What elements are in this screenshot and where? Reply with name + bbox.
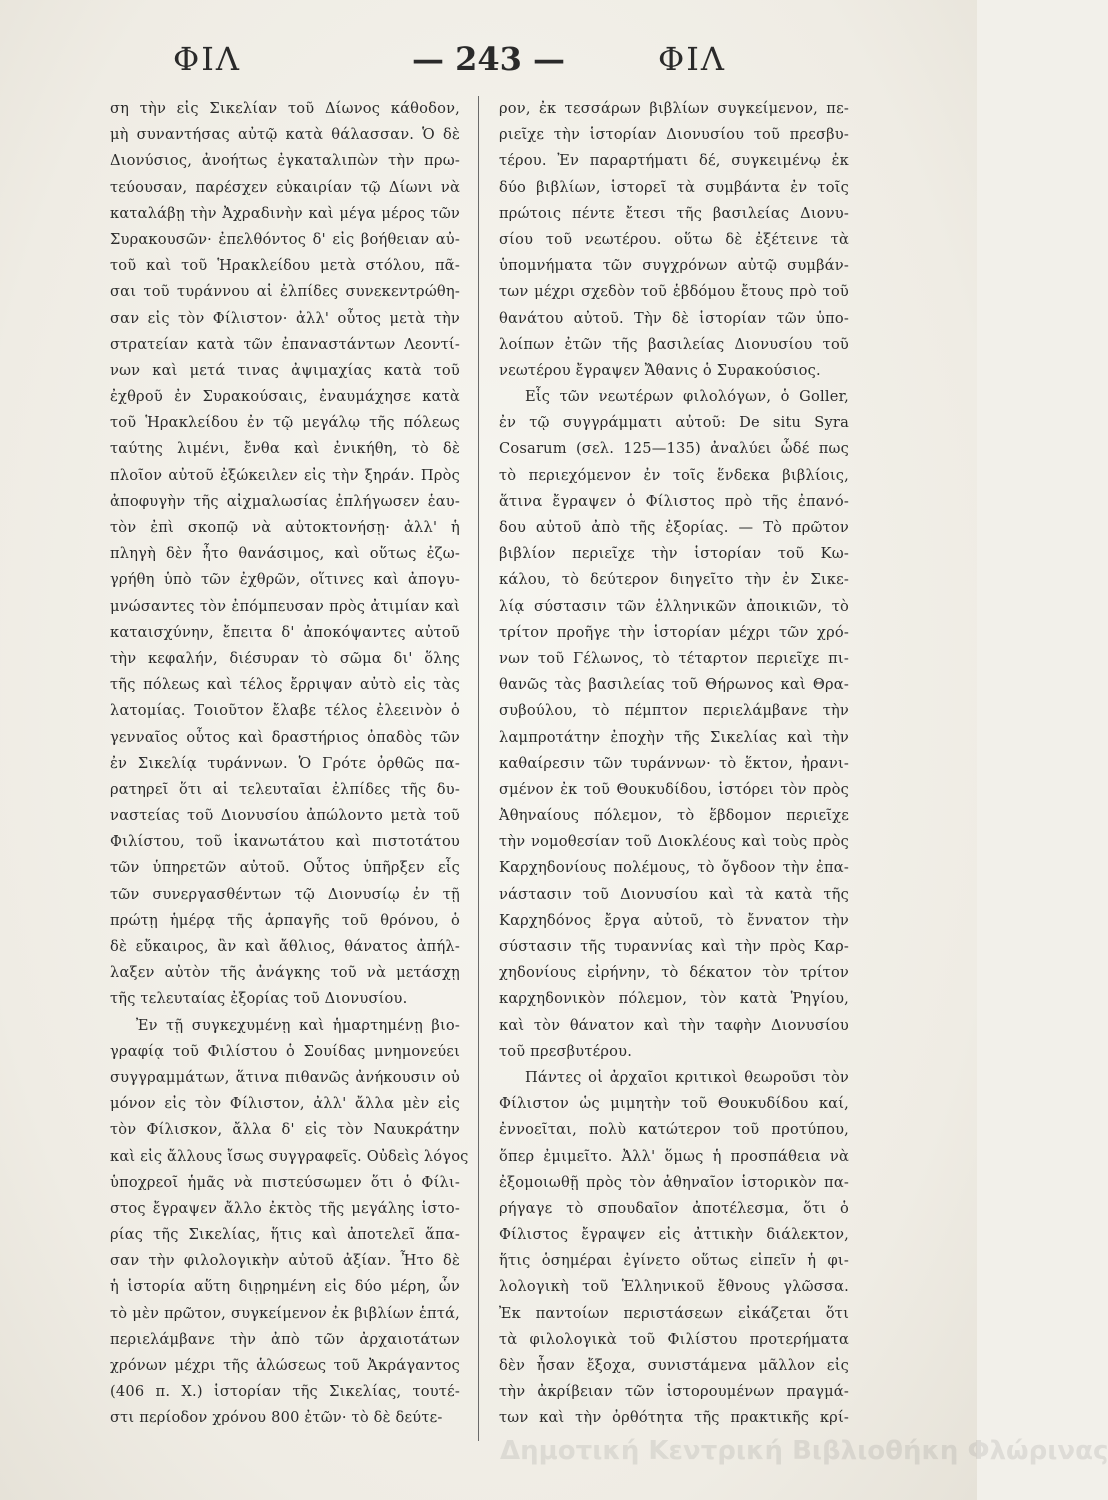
text-line: τὴν νομοθεσίαν τοῦ Διοκλέους καὶ τοὺς πρὸς — [499, 833, 849, 851]
text-line: λολογικὴ τοῦ Ἑλληνικοῦ ἔθνους γλῶσσα. — [499, 1278, 849, 1296]
text-line: Φίλιστον ὡς μιμητὴν τοῦ Θουκυδίδου καί, — [499, 1095, 849, 1113]
text-line: Ἐν τῇ συγκεχυμένῃ καὶ ἡμαρτημένῃ βιο- — [136, 1016, 460, 1034]
text-line: στρατείαν κατὰ τῶν ἐπαναστάντων Λεοντί- — [110, 335, 460, 353]
text-line: Εἷς τῶν νεωτέρων φιλολόγων, ὁ Goller, — [525, 388, 849, 406]
page-number: — 243 — — [411, 40, 566, 78]
left-column — [110, 96, 469, 1466]
column-divider — [478, 96, 479, 1441]
text-line: δύο βιβλίων, ἱστορεῖ τὰ συμβάντα ἐν τοῖς — [499, 178, 849, 196]
text-line: μνώσαντες τὸν ἐπόμπευσαν πρὸς ἀτιμίαν καὶ — [110, 597, 460, 615]
text-line: νων τοῦ Γέλωνος, τὸ τέταρτον περιεῖχε πι- — [499, 649, 849, 667]
header-right-word: ΦΙΛ — [658, 40, 726, 78]
text-line: ἐν Σικελίᾳ τυράννων. Ὁ Γρότε ὀρθῶς πα- — [110, 754, 460, 772]
text-line: τεύουσαν, παρέσχεν εὐκαιρίαν τῷ Δίωνι νὰ — [110, 178, 460, 196]
text-line: καὶ εἰς ἄλλους ἴσως συγγραφεῖς. Οὐδεὶς λόγος — [110, 1147, 469, 1165]
text-line: τὰ φιλολογικὰ τοῦ Φιλίστου προτερήματα — [499, 1330, 849, 1348]
text-columns — [110, 96, 850, 1466]
text-line: Ἀθηναίους πόλεμον, τὸ ἕβδομον περιεῖχε — [499, 807, 849, 825]
text-line: στος ἔγραψεν ἄλλο ἐκτὸς τῆς μεγάλης ἱστο- — [110, 1199, 460, 1217]
text-line: γενναῖος οὗτος καὶ δραστήριος ὀπαδὸς τῶν — [110, 728, 460, 746]
text-line: Ἐκ παντοίων περιστάσεων εἰκάζεται ὅτι — [499, 1304, 849, 1322]
text-line: γραφίᾳ τοῦ Φιλίστου ὁ Σουίδας μνημονεύει — [110, 1042, 460, 1060]
library-watermark: Δημοτική Κεντρική Βιβλιοθήκη Φλώρινας — [500, 1436, 1108, 1466]
text-line: (406 π. Χ.) ἱστορίαν τῆς Σικελίας, τουτέ- — [110, 1383, 460, 1401]
text-line: ἥτις ὁσημέραι ἐγίνετο οὕτως εἰπεῖν ἡ φι- — [499, 1252, 849, 1270]
text-line: τοῦ πρεσβυτέρου. — [499, 1042, 633, 1060]
text-line: λατομίας. Τοιοῦτον ἔλαβε τέλος ἐλεεινὸν ὁ — [110, 702, 460, 720]
text-line: καὶ τὸν θάνατον καὶ τὴν ταφὴν Διονυσίου — [499, 1016, 849, 1034]
text-line: σαι τοῦ τυράννου αἱ ἐλπίδες συνεκεντρώθη- — [110, 283, 460, 301]
text-line: σαν εἰς τὸν Φίλιστον· ἀλλ' οὗτος μετὰ τὴν — [110, 309, 460, 327]
text-line: τέρου. Ἐν παραρτήματι δέ, συγκειμένῳ ἐκ — [499, 152, 849, 170]
text-line: μόνον εἰς τὸν Φίλιστον, ἀλλ' ἄλλα μὲν εἰς — [110, 1095, 460, 1113]
text-line: θανάτου αὐτοῦ. Τὴν δὲ ἱστορίαν τῶν ὑπο- — [499, 309, 849, 327]
text-line: τῶν ὑπηρετῶν αὐτοῦ. Οὗτος ὑπῆρξεν εἷς — [110, 859, 460, 877]
text-line: χρόνων μέχρι τῆς ἁλώσεως τοῦ Ἀκράγαντος — [110, 1357, 460, 1374]
text-line: ρατηρεῖ ὅτι αἱ τελευταῖαι ἐλπίδες τῆς δυ- — [110, 780, 460, 798]
text-line: θανῶς τὰς βασιλείας τοῦ Θήρωνος καὶ Θρα- — [499, 676, 849, 694]
text-line: Φιλίστου, τοῦ ἱκανωτάτου καὶ πιστοτάτου — [110, 833, 460, 851]
text-line: στι περίοδον χρόνου 800 ἐτῶν· τὸ δὲ δεύτε- — [110, 1409, 443, 1427]
text-line: ἐξομοιωθῇ πρὸς τὸν ἀθηναῖον ἱστορικὸν πα- — [499, 1173, 849, 1191]
text-line: λίᾳ σύστασιν τῶν ἑλληνικῶν ἀποικιῶν, τὸ — [499, 597, 849, 615]
text-line: ἅτινα ἔγραψεν ὁ Φίλιστος πρὸ τῆς ἐπανό- — [499, 492, 849, 510]
text-line: τὴν ἀκρίβειαν τῶν ἱστορουμένων πραγμά- — [499, 1383, 849, 1401]
text-line: ρήγαγε τὸ σπουδαῖον ἀποτέλεσμα, ὅτι ὁ — [499, 1199, 849, 1217]
text-line: νων καὶ μετά τινας ἀψιμαχίας κατὰ τοῦ — [110, 361, 460, 379]
text-line: ταύτης λιμένι, ἔνθα καὶ ἐνικήθη, τὸ δὲ — [110, 440, 460, 458]
text-line: Πάντες οἱ ἀρχαῖοι κριτικοὶ θεωροῦσι τὸν — [525, 1068, 849, 1086]
text-line: περιελάμβανε τὴν ἀπὸ τῶν ἀρχαιοτάτων — [110, 1330, 460, 1348]
text-line: χηδονίους εἰρήνην, τὸ δέκατον τὸν τρίτον — [499, 964, 849, 982]
text-line: κάλου, τὸ δεύτερον διηγεῖτο τὴν ἐν Σικε- — [499, 571, 849, 589]
text-line: πρώτοις πέντε ἔτεσι τῆς βασιλείας Διονυ- — [499, 204, 849, 222]
text-line: καταλάβῃ τὴν Ἀχραδινὴν καὶ μέγα μέρος τῶν — [110, 204, 460, 222]
text-line: τῆς τελευταίας ἐξορίας τοῦ Διονυσίου. — [110, 990, 408, 1008]
text-line: συβούλου, τὸ πέμπτον περιελάμβανε τὴν — [499, 702, 849, 720]
text-line: ση τὴν εἰς Σικελίαν τοῦ Δίωνος κάθοδον, — [110, 100, 460, 117]
text-line: ριεῖχε τὴν ἱστορίαν Διονυσίου τοῦ πρεσβυ- — [499, 126, 849, 144]
text-line: ἐχθροῦ ἐν Συρακούσαις, ἐναυμάχησε κατὰ — [110, 388, 460, 406]
text-line: τοῦ καὶ τοῦ Ἡρακλείδου μετὰ στόλου, πᾶ- — [110, 257, 460, 275]
text-line: τὸ μὲν πρῶτον, συγκείμενον ἐκ βιβλίων ἑπτά, — [110, 1304, 460, 1322]
text-line: ρον, ἐκ τεσσάρων βιβλίων συγκείμενον, πε- — [499, 100, 849, 117]
text-line: μὴ συναντήσας αὐτῷ κατὰ θάλασσαν. Ὁ δὲ — [110, 126, 460, 144]
text-line: τῶν συνεργασθέντων τῷ Διονυσίῳ ἐν τῇ — [110, 885, 460, 903]
text-line: νάστασιν τοῦ Διονυσίου καὶ τὰ κατὰ τῆς — [499, 885, 849, 903]
text-line: δὲν ἦσαν ἔξοχα, συνιστάμενα μᾶλλον εἰς — [499, 1357, 849, 1374]
text-line: ὑποχρεοῖ ἡμᾶς νὰ πιστεύσωμεν ὅτι ὁ Φίλι- — [110, 1173, 460, 1191]
text-line: Φίλιστος ἔγραψεν εἰς ἀττικὴν διάλεκτον, — [499, 1226, 849, 1244]
text-line: ἀποφυγὴν τῆς αἰχμαλωσίας ἐπλήγωσεν ἑαυ- — [110, 492, 460, 510]
text-line: τὴν κεφαλήν, διέσυραν τὸ σῶμα δι' ὅλης — [110, 649, 460, 667]
text-line: γρήθη ὑπὸ τῶν ἐχθρῶν, οἵτινες καὶ ἀπογυ- — [110, 571, 460, 589]
text-line: ναστείας τοῦ Διονυσίου ἀπώλοντο μετὰ τοῦ — [110, 807, 460, 825]
text-line: πληγὴ δὲν ἦτο θανάσιμος, καὶ οὕτως ἐζω- — [110, 545, 460, 563]
text-line: νεωτέρου ἔγραψεν Ἄθανις ὁ Συρακούσιος. — [499, 361, 821, 379]
text-line: σμένον ἐκ τοῦ Θουκυδίδου, ἱστόρει τὸν πρὸς — [499, 780, 849, 798]
text-line: τὸ περιεχόμενον ἐν τοῖς ἕνδεκα βιβλίοις, — [499, 466, 849, 484]
text-line: Συρακουσῶν· ἐπελθόντος δ' εἰς βοήθειαν αὐ- — [110, 230, 460, 248]
text-line: σίου τοῦ νεωτέρου. οὕτω δὲ ἐξέτεινε τὰ — [499, 230, 849, 248]
text-line: λαμπροτάτην ἐποχὴν τῆς Σικελίας καὶ τὴν — [499, 728, 849, 746]
text-line: λαξεν αὐτὸν τῆς ἀνάγκης τοῦ νὰ μετάσχῃ — [110, 964, 460, 982]
text-line: πρώτῃ ἡμέρᾳ τῆς ἁρπαγῆς τοῦ θρόνου, ὁ — [110, 911, 460, 929]
text-line: συγγραμμάτων, ἅτινα πιθανῶς ἀνήκουσιν οὐ — [110, 1068, 460, 1086]
text-line: πλοῖον αὐτοῦ ἐξώκειλεν εἰς τὴν ξηράν. Πρὸς — [110, 466, 460, 484]
text-line: ἐννοεῖται, πολὺ κατώτερον τοῦ προτύπου, — [499, 1121, 849, 1139]
text-line: των καὶ τὴν ὀρθότητα τῆς πρακτικῆς κρί- — [499, 1409, 849, 1427]
text-line: Cosarum (σελ. 125—135) ἀναλύει ὧδέ πως — [499, 440, 849, 458]
text-line: σαν τὴν φιλολογικὴν αὐτοῦ ἀξίαν. Ἦτο δὲ — [110, 1252, 460, 1270]
page-header — [0, 40, 977, 90]
text-line: καταισχύνην, ἔπειτα δ' ἀποκόψαντες αὐτοῦ — [110, 623, 460, 641]
text-line: Διονύσιος, ἀνοήτως ἐγκαταλιπὼν τὴν πρω- — [110, 152, 460, 170]
text-line: ἡ ἱστορία αὕτη διῃρημένη εἰς δύο μέρη, ὧν — [110, 1278, 460, 1296]
text-line: ὑπομνήματα τῶν συγχρόνων αὐτῷ συμβάν- — [499, 257, 849, 275]
text-line: τοῦ Ἡρακλείδου ἐν τῷ μεγάλῳ τῆς πόλεως — [110, 414, 460, 432]
text-line: ἐν τῷ συγγράμματι αὐτοῦ: De situ Syra — [499, 414, 849, 432]
text-line: ὅπερ ἐμιμεῖτο. Ἀλλ' ὅμως ἡ προσπάθεια νὰ — [499, 1147, 849, 1165]
text-line: τὸν ἐπὶ σκοπῷ νὰ αὐτοκτονήσῃ· ἀλλ' ἡ — [110, 519, 460, 536]
right-column — [499, 96, 849, 1466]
text-line: τὸν Φίλισκον, ἄλλα δ' εἰς τὸν Ναυκράτην — [110, 1121, 460, 1139]
header-left-word: ΦΙΛ — [173, 40, 241, 78]
text-line: Καρχηδονίους πολέμους, τὸ ὄγδοον τὴν ἐπα- — [499, 859, 849, 877]
text-line: τῆς πόλεως καὶ τέλος ἔρριψαν αὐτὸ εἰς τὰς — [110, 676, 460, 694]
text-line: βιβλίον περιεῖχε τὴν ἱστορίαν τοῦ Κω- — [499, 545, 849, 563]
text-line: δου αὐτοῦ ἀπὸ τῆς ἐξορίας. — Τὸ πρῶτον — [499, 519, 849, 536]
text-line: Καρχηδόνος ἔργα αὐτοῦ, τὸ ἔννατον τὴν — [499, 911, 849, 929]
text-line: ρίας τῆς Σικελίας, ἥτις καὶ ἀποτελεῖ ἅπα- — [110, 1226, 460, 1244]
text-line: σύστασιν τῆς τυραννίας καὶ τὴν πρὸς Καρ- — [499, 938, 849, 955]
text-line: καθαίρεσιν τῶν τυράννων· τὸ ἕκτον, ἠρανι- — [499, 754, 849, 772]
text-line: δὲ εὔκαιρος, ἂν καὶ ἄθλιος, θάνατος ἀπήλ- — [110, 938, 460, 955]
text-line: των μέχρι σχεδὸν τοῦ ἑβδόμου ἔτους πρὸ τοῦ — [499, 283, 849, 301]
text-line: λοίπων ἐτῶν τῆς βασιλείας Διονυσίου τοῦ — [499, 335, 849, 353]
text-line: τρίτον προῆγε τὴν ἱστορίαν μέχρι τῶν χρό- — [499, 623, 849, 641]
text-line: καρχηδονικὸν πόλεμον, τὸν κατὰ Ῥηγίου, — [499, 990, 849, 1008]
